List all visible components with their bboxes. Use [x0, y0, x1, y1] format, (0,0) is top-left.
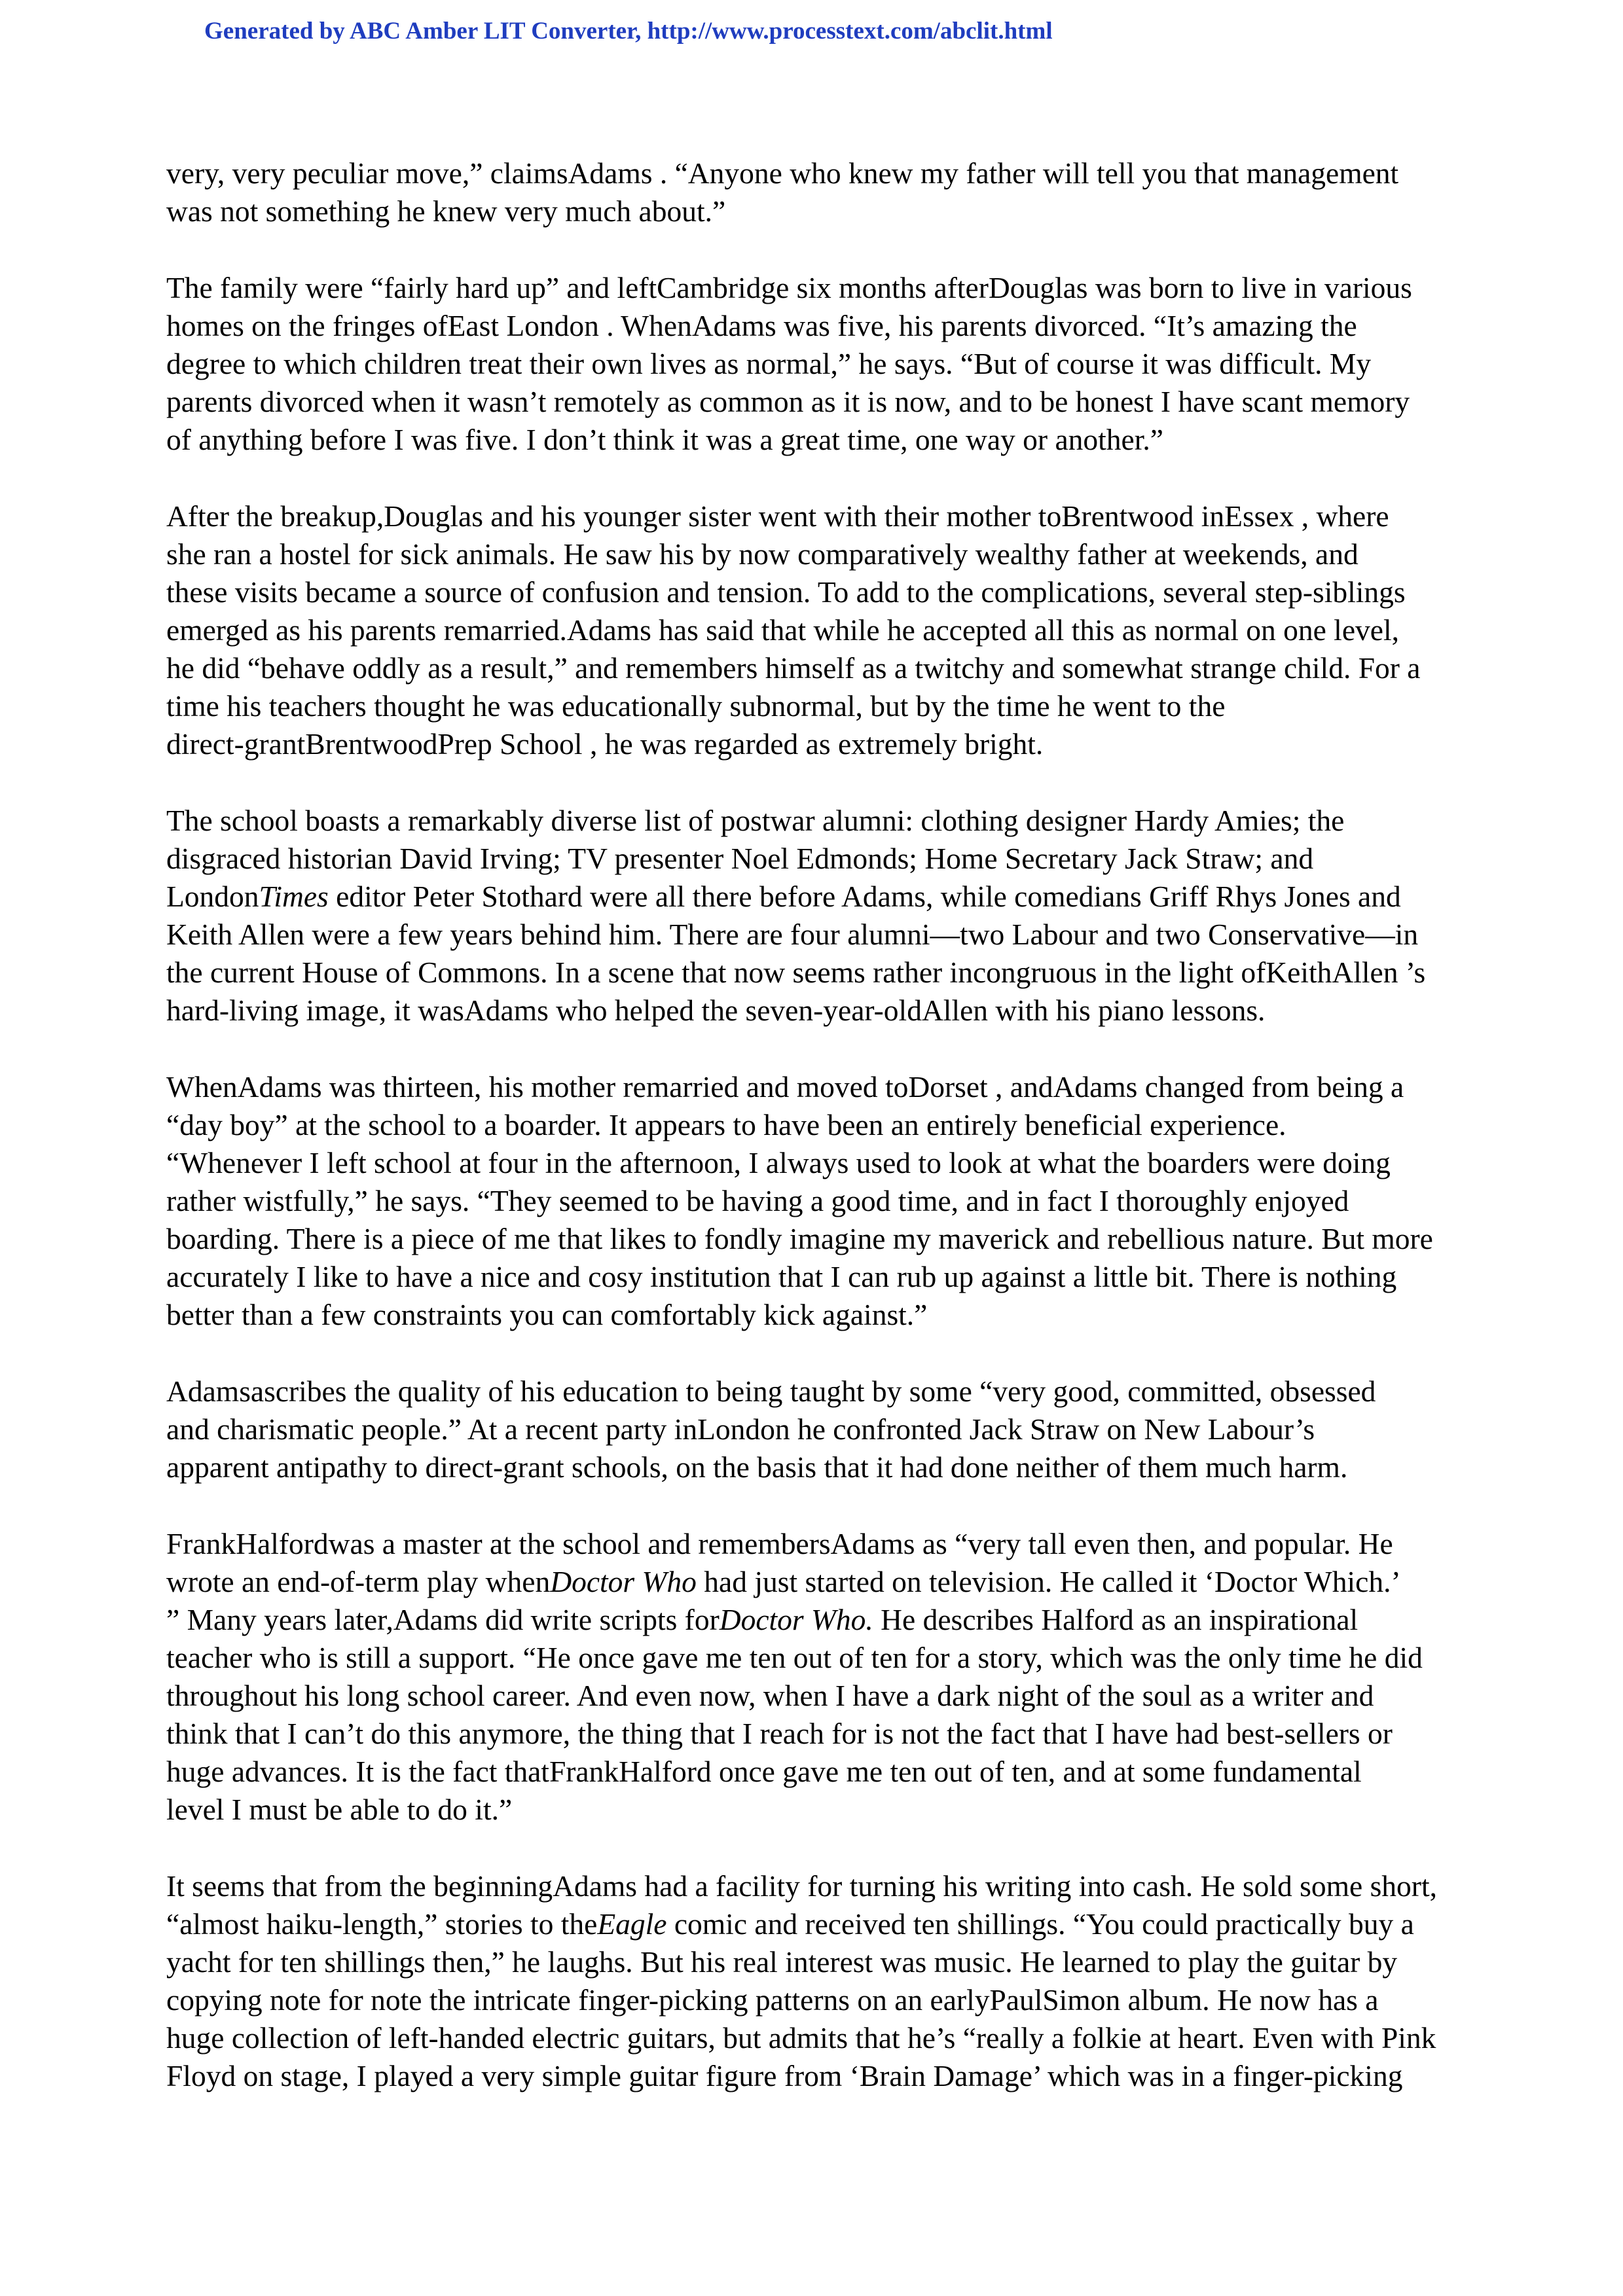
text-run: throughout his long school career. And even now, when I have a dark night of the soul as a writer and — [166, 1679, 1374, 1712]
text-run: huge advances. It is the fact thatFrankHalford once gave me ten out of ten, and at some fundamental — [166, 1755, 1362, 1788]
paragraph-gap — [166, 1829, 1482, 1867]
paragraph — [166, 1068, 1482, 1334]
text-line — [166, 725, 1482, 763]
text-run: FrankHalfordwas a master at the school and remembersAdams as “very tall even then, and popular. He — [166, 1527, 1393, 1560]
text-run: London — [166, 880, 259, 913]
text-run: she ran a hostel for sick animals. He saw his by now comparatively wealthy father at weekends, and — [166, 537, 1359, 571]
text-line — [166, 611, 1482, 649]
text-line — [166, 649, 1482, 687]
text-run: The family were “fairly hard up” and leftCambridge six months afterDouglas was born to live in various — [166, 271, 1412, 304]
document-body — [166, 154, 1482, 2095]
text-line — [166, 307, 1482, 345]
text-run: these visits became a source of confusion and tension. To add to the complications, several step-siblings — [166, 575, 1406, 609]
text-line — [166, 802, 1482, 840]
text-line — [166, 1258, 1482, 1296]
text-line — [166, 1525, 1482, 1563]
text-run: copying note for note the intricate finger-picking patterns on an earlyPaulSimon album. He now has a — [166, 1983, 1379, 2017]
text-line — [166, 878, 1482, 916]
text-line — [166, 1106, 1482, 1144]
paragraph — [166, 497, 1482, 763]
text-line — [166, 954, 1482, 992]
italic-title: Times — [259, 880, 329, 913]
text-run: time his teachers thought he was educationally subnormal, but by the time he went to the — [166, 689, 1226, 723]
text-run: rather wistfully,” he says. “They seemed to be having a good time, and in fact I thoroughly enjoyed — [166, 1184, 1349, 1217]
italic-title: Eagle — [597, 1907, 667, 1941]
text-line — [166, 1791, 1482, 1829]
text-run: had just started on television. He called it ‘Doctor Which.’ — [696, 1565, 1401, 1598]
text-run: The school boasts a remarkably diverse list of postwar alumni: clothing designer Hardy Amies; the — [166, 804, 1345, 837]
text-run: degree to which children treat their own lives as normal,” he says. “But of course it was difficult. My — [166, 347, 1372, 380]
text-line — [166, 1715, 1482, 1753]
paragraph-gap — [166, 1486, 1482, 1525]
text-line — [166, 269, 1482, 307]
text-run: “day boy” at the school to a boarder. It appears to have been an entirely beneficial experience. — [166, 1108, 1286, 1141]
text-run: homes on the fringes ofEast London . WhenAdams was five, his parents divorced. “It’s amazing the — [166, 309, 1357, 342]
text-line — [166, 1220, 1482, 1258]
paragraph — [166, 154, 1482, 230]
paragraph-gap — [166, 1030, 1482, 1068]
text-run: direct-grantBrentwoodPrep School , he was regarded as extremely bright. — [166, 727, 1044, 761]
text-line — [166, 1601, 1482, 1639]
text-run: yacht for ten shillings then,” he laughs. But his real interest was music. He learned to play the guitar by — [166, 1945, 1398, 1979]
text-run: Keith Allen were a few years behind him. There are four alumni—two Labour and two Conservative—in — [166, 918, 1419, 951]
italic-title: Doctor Who — [550, 1565, 697, 1598]
text-run: of anything before I was five. I don’t think it was a great time, one way or another.” — [166, 423, 1163, 456]
text-line — [166, 192, 1482, 230]
text-run: disgraced historian David Irving; TV presenter Noel Edmonds; Home Secretary Jack Straw; and — [166, 842, 1314, 875]
text-line — [166, 497, 1482, 535]
text-line — [166, 1448, 1482, 1486]
text-line — [166, 1905, 1482, 1943]
text-line — [166, 840, 1482, 878]
text-run: ” Many years later,Adams did write scripts for — [166, 1603, 720, 1636]
text-run: After the breakup,Douglas and his younger sister went with their mother toBrentwood inEssex , where — [166, 499, 1389, 533]
text-line — [166, 154, 1482, 192]
text-line — [166, 2019, 1482, 2057]
paragraph — [166, 802, 1482, 1030]
text-run: “almost haiku-length,” stories to the — [166, 1907, 598, 1941]
text-line — [166, 687, 1482, 725]
paragraph-gap — [166, 1334, 1482, 1372]
text-line — [166, 1981, 1482, 2019]
text-line — [166, 421, 1482, 459]
converter-header: Generated by ABC Amber LIT Converter, http://www.processtext.com/abclit.html — [204, 18, 1053, 45]
text-line — [166, 1639, 1482, 1677]
paragraph — [166, 1525, 1482, 1829]
text-run: wrote an end-of-term play when — [166, 1565, 551, 1598]
text-run: comic and received ten shillings. “You could practically buy a — [666, 1907, 1414, 1941]
text-run: very, very peculiar move,” claimsAdams . “Anyone who knew my father will tell you that management — [166, 156, 1399, 190]
text-run: and charismatic people.” At a recent party inLondon he confronted Jack Straw on New Labour’s — [166, 1412, 1315, 1446]
text-run: He describes Halford as an inspirational — [873, 1603, 1359, 1636]
paragraph-gap — [166, 459, 1482, 497]
text-line — [166, 1753, 1482, 1791]
text-line — [166, 535, 1482, 573]
text-line — [166, 1182, 1482, 1220]
text-line — [166, 1296, 1482, 1334]
text-run: he did “behave oddly as a result,” and remembers himself as a twitchy and somewhat strange child. For a — [166, 651, 1421, 685]
text-line — [166, 573, 1482, 611]
text-run: think that I can’t do this anymore, the thing that I reach for is not the fact that I have had best-sellers or — [166, 1717, 1393, 1750]
text-run: apparent antipathy to direct-grant schools, on the basis that it had done neither of them much harm. — [166, 1450, 1348, 1484]
text-run: huge collection of left-handed electric guitars, but admits that he’s “really a folkie at heart. Even with Pink — [166, 2021, 1436, 2054]
text-line — [166, 1943, 1482, 1981]
text-run: It seems that from the beginningAdams had a facility for turning his writing into cash. He sold some short, — [166, 1869, 1437, 1903]
text-run: editor Peter Stothard were all there before Adams, while comedians Griff Rhys Jones and — [328, 880, 1401, 913]
text-run: parents divorced when it wasn’t remotely as common as it is now, and to be honest I have scant memory — [166, 385, 1410, 418]
italic-title: Doctor Who. — [719, 1603, 873, 1636]
text-line — [166, 1867, 1482, 1905]
text-run: level I must be able to do it.” — [166, 1793, 513, 1826]
paragraph — [166, 1867, 1482, 2095]
text-run: was not something he knew very much about.” — [166, 194, 726, 228]
text-line — [166, 1563, 1482, 1601]
text-line — [166, 1410, 1482, 1448]
text-line — [166, 916, 1482, 954]
text-run: “Whenever I left school at four in the afternoon, I always used to look at what the boarders were doing — [166, 1146, 1391, 1179]
text-line — [166, 1068, 1482, 1106]
text-run: the current House of Commons. In a scene that now seems rather incongruous in the light ofKeithAllen ’s — [166, 956, 1426, 989]
paragraph-gap — [166, 230, 1482, 269]
text-run: accurately I like to have a nice and cosy institution that I can rub up against a little bit. There is nothing — [166, 1260, 1397, 1293]
text-line — [166, 1144, 1482, 1182]
text-run: boarding. There is a piece of me that likes to fondly imagine my maverick and rebellious nature. But more — [166, 1222, 1433, 1255]
text-line — [166, 1677, 1482, 1715]
text-line — [166, 1372, 1482, 1410]
text-run: teacher who is still a support. “He once gave me ten out of ten for a story, which was the only time he did — [166, 1641, 1423, 1674]
text-run: emerged as his parents remarried.Adams has said that while he accepted all this as normal on one level, — [166, 613, 1399, 647]
paragraph-gap — [166, 763, 1482, 802]
text-run: Floyd on stage, I played a very simple guitar figure from ‘Brain Damage’ which was in a finger-picking — [166, 2059, 1403, 2092]
text-line — [166, 345, 1482, 383]
text-run: hard-living image, it wasAdams who helped the seven-year-oldAllen with his piano lessons. — [166, 994, 1266, 1027]
text-line — [166, 383, 1482, 421]
paragraph — [166, 1372, 1482, 1486]
text-run: Adamsascribes the quality of his education to being taught by some “very good, committed, obsessed — [166, 1374, 1376, 1408]
text-line — [166, 992, 1482, 1030]
paragraph — [166, 269, 1482, 459]
text-run: better than a few constraints you can comfortably kick against.” — [166, 1298, 928, 1331]
text-line — [166, 2057, 1482, 2095]
text-run: WhenAdams was thirteen, his mother remarried and moved toDorset , andAdams changed from being a — [166, 1070, 1404, 1103]
